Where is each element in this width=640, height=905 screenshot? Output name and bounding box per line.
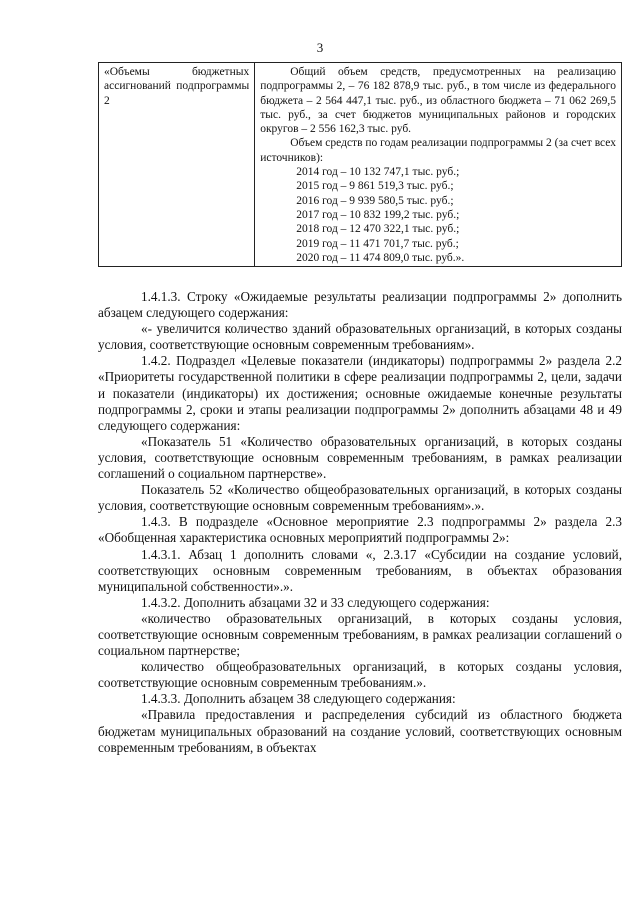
paragraph: «- увеличится количество зданий образовательных организаций, в которых созданы условия, соответствующие основным современным требованиям». <box>98 321 622 353</box>
paragraph: 1.4.3. В подразделе «Основное мероприятие 2.3 подпрограммы 2» раздела 2.3 «Обобщенная характеристика основных мероприятий подпрограммы 2»: <box>98 514 622 546</box>
years-list <box>260 165 616 265</box>
year-item: 2018 год – 12 470 322,1 тыс. руб.; <box>296 223 460 236</box>
document-body <box>98 289 622 756</box>
year-item: 2020 год – 11 474 809,0 тыс. руб.». <box>296 251 465 264</box>
table-value-cell <box>255 63 622 267</box>
paragraph: 1.4.3.3. Дополнить абзацем 38 следующего содержания: <box>141 691 456 707</box>
year-item: 2019 год – 11 471 701,7 тыс. руб.; <box>296 237 459 250</box>
budget-table <box>98 62 622 267</box>
by-years-intro: Объем средств по годам реализации подпрограммы 2 (за счет всех источников): <box>260 137 616 164</box>
paragraph: 1.4.2. Подраздел «Целевые показатели (индикаторы) подпрограммы 2» раздела 2.2 «Приоритеты государственной политики в сфере реализации подпрограммы 2, цели, задачи и показатели (индикаторы) их достижения; основные ожидаемые конечные результаты подпрограммы 2, сроки и этапы реализации подпрограммы 2» дополнить абзацами 48 и 49 следующего содержания: <box>98 353 622 433</box>
paragraph: «Показатель 51 «Количество образовательных организаций, в которых созданы условия, соответствующие основным современным требованиям, в рамках реализации соглашений о социальном партнерстве». <box>98 433 622 482</box>
paragraph: количество общеобразовательных организаций, в которых созданы условия, соответствующие основным современным требованиям.». <box>98 659 622 691</box>
year-item: 2014 год – 10 132 747,1 тыс. руб.; <box>296 166 460 179</box>
paragraph: «количество образовательных организаций, в которых созданы условия, соответствующие основным современным требованиям, в рамках реализации соглашений о социальном партнерстве; <box>98 610 622 659</box>
year-item: 2015 год – 9 861 519,3 тыс. руб.; <box>296 180 454 193</box>
page-number: 3 <box>316 40 324 55</box>
paragraph: 1.4.3.1. Абзац 1 дополнить словами «, 2.3.17 «Субсидии на создание условий, соответствующих основным современным требованиям, в объектах образования муниципальной собственности».». <box>98 546 622 594</box>
paragraph: 1.4.3.2. Дополнить абзацами 32 и 33 следующего содержания: <box>141 594 490 610</box>
year-item: 2016 год – 9 939 580,5 тыс. руб.; <box>296 194 454 207</box>
total-funding-text: Общий объем средств, предусмотренных на реализацию подпрограммы 2, – 76 182 878,9 тыс. руб., в том числе из федерального бюджета – 2 564 447,1 тыс. руб., из областного бюджета – 71 062 269,5 тыс. руб., за счет бюджетов муниципальных районов и городских округов – 2 556 162,3 тыс. руб. <box>260 66 616 136</box>
table-label-cell: «Объемы бюджетных ассигнований подпрограммы 2 <box>99 63 255 267</box>
paragraph: 1.4.1.3. Строку «Ожидаемые результаты реализации подпрограммы 2» дополнить абзацем следующего содержания: <box>98 289 622 321</box>
table-row <box>99 63 622 267</box>
paragraph: «Правила предоставления и распределения субсидий из областного бюджета бюджетам муниципальных образований на создание условий, соответствующих основным современным требованиям, в объектах <box>98 707 622 755</box>
year-item: 2017 год – 10 832 199,2 тыс. руб.; <box>296 208 460 221</box>
paragraph: Показатель 52 «Количество общеобразовательных организаций, в которых созданы условия, соответствующие основным современным требованиям».». <box>98 482 622 514</box>
